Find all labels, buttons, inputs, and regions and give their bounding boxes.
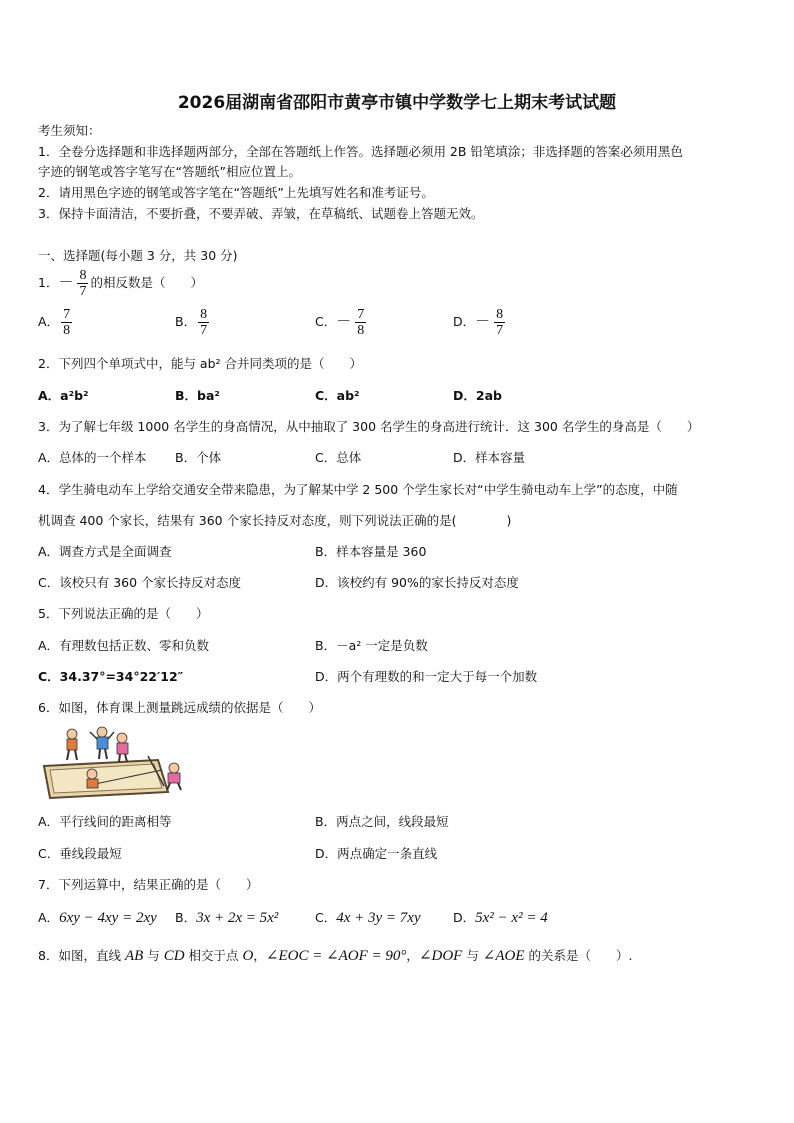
question-1-option-c[interactable]: C．－ $\frac{7}{8}$: [315, 307, 365, 338]
long-jump-illustration: [40, 726, 190, 802]
question-6-stem: 6．如图，体育课上测量跳远成绩的依据是（ ）: [38, 700, 321, 715]
question-1-option-a[interactable]: A． $\frac{7}{8}$: [38, 307, 71, 338]
question-8-stem: 8．如图，直线 AB 与 CD 相交于点 O，∠EOC = ∠AOF = 90°，∠DOF 与 ∠AOE 的关系是（ ）.: [38, 948, 633, 964]
question-4-stem-a: 4．学生骑电动车上学给交通安全带来隐患，为了解某中学 2 500 个学生家长对“中学生骑电动车上学”的态度，中随: [38, 482, 678, 497]
question-3-option-b[interactable]: B．个体: [175, 450, 222, 465]
question-2-option-d[interactable]: D．2ab: [453, 388, 502, 403]
question-1-option-d[interactable]: D．－ $\frac{8}{7}$: [453, 307, 504, 338]
question-6-option-d[interactable]: D．两点确定一条直线: [315, 846, 438, 861]
question-2-option-b[interactable]: B．ba²: [175, 388, 220, 403]
question-7-option-a[interactable]: A．6xy − 4xy = 2xy: [38, 910, 157, 926]
question-7-option-c[interactable]: C．4x + 3y = 7xy: [315, 910, 421, 926]
question-5-option-d[interactable]: D．两个有理数的和一定大于每一个加数: [315, 669, 538, 684]
question-4-option-b[interactable]: B．样本容量是 360: [315, 544, 427, 559]
question-3-option-d[interactable]: D．样本容量: [453, 450, 526, 465]
question-7-option-d[interactable]: D．5x² − x² = 4: [453, 910, 548, 926]
page-title: 2026届湖南省邵阳市黄亭市镇中学数学七上期末考试试题: [177, 93, 617, 113]
question-4-option-a[interactable]: A．调查方式是全面调查: [38, 544, 172, 559]
notice-line-1a: 1．全卷分选择题和非选择题两部分，全部在答题纸上作答。选择题必须用 2B 铅笔填涂；非选择题的答案必须用黑色: [38, 144, 683, 159]
notice-line-1b: 字迹的钢笔或答字笔写在“答题纸”相应位置上。: [38, 164, 301, 179]
question-5-option-b[interactable]: B．－a² 一定是负数: [315, 638, 428, 653]
section-heading: 一、选择题(每小题 3 分，共 30 分): [38, 248, 238, 263]
question-3-stem: 3．为了解七年级 1000 名学生的身高情况，从中抽取了 300 名学生的身高进行统计．这 300 名学生的身高是（ ）: [38, 419, 700, 434]
question-3-option-c[interactable]: C．总体: [315, 450, 362, 465]
question-1-stem: 1．－ $\frac{8}{7}$ 的相反数是（ ）: [38, 268, 203, 299]
question-5-stem: 5．下列说法正确的是（ ）: [38, 606, 209, 621]
notice-line-3: 3．保持卡面清洁，不要折叠，不要弄破、弄皱，在草稿纸、试题卷上答题无效。: [38, 206, 484, 221]
notice-line-2: 2．请用黑色字迹的钢笔或答字笔在“答题纸”上先填写姓名和准考证号。: [38, 185, 434, 200]
question-5-option-a[interactable]: A．有理数包括正数、零和负数: [38, 638, 210, 653]
question-6-option-c[interactable]: C．垂线段最短: [38, 846, 122, 861]
question-3-option-a[interactable]: A．总体的一个样本: [38, 450, 147, 465]
question-2-option-a[interactable]: A．a²b²: [38, 388, 89, 403]
question-7-option-b[interactable]: B．3x + 2x = 5x²: [175, 910, 279, 926]
question-6-option-b[interactable]: B．两点之间，线段最短: [315, 814, 449, 829]
question-4-stem-b: 机调查 400 个家长，结果有 360 个家长持反对态度，则下列说法正确的是( ): [38, 513, 512, 528]
question-5-option-c[interactable]: C．34.37°=34°22′12″: [38, 669, 184, 684]
question-2-stem: 2．下列四个单项式中，能与 ab² 合并同类项的是（ ）: [38, 356, 363, 371]
question-1-option-b[interactable]: B． $\frac{8}{7}$: [175, 307, 208, 338]
question-2-option-c[interactable]: C．ab²: [315, 388, 360, 403]
question-6-option-a[interactable]: A．平行线间的距离相等: [38, 814, 172, 829]
question-4-option-d[interactable]: D．该校约有 90%的家长持反对态度: [315, 575, 519, 590]
question-4-option-c[interactable]: C．该校只有 360 个家长持反对态度: [38, 575, 242, 590]
notice-heading: 考生须知：: [38, 123, 101, 138]
question-7-stem: 7．下列运算中，结果正确的是（ ）: [38, 877, 259, 892]
